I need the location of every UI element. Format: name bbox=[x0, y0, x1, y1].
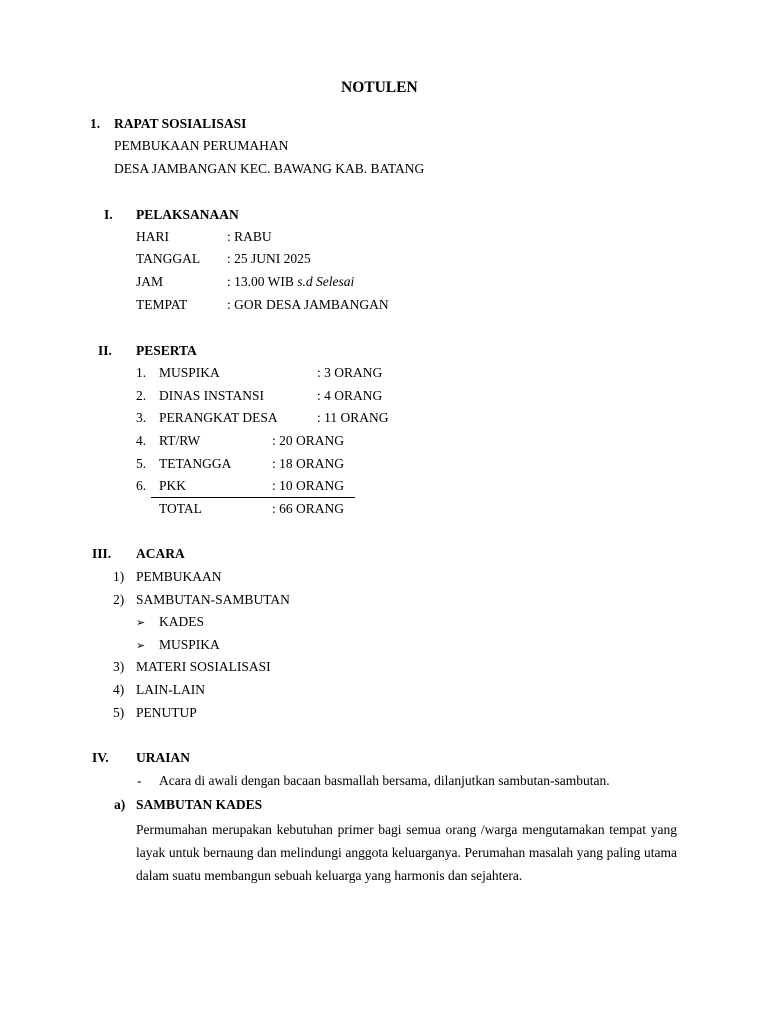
peserta-item-number: 4. bbox=[136, 433, 147, 448]
pelaksanaan-label: JAM bbox=[136, 274, 164, 289]
sambutan-paragraph: Permumahan merupakan kebutuhan primer bagi semua orang /warga mengutamakan tempat yang layak untuk bernaung dan melindungi anggota keluarganya. Perumahan masalah yang paling utama dalam suatu membangun sebuah keluarga yang harmonis dan sejahtera. bbox=[136, 822, 677, 883]
peserta-total-label: TOTAL bbox=[159, 501, 202, 516]
peserta-item-number: 5. bbox=[136, 456, 147, 471]
pelaksanaan-label: HARI bbox=[136, 229, 169, 244]
acara-item-number: 3) bbox=[113, 659, 125, 674]
acara-number: III. bbox=[92, 546, 112, 561]
uraian-heading: URAIAN bbox=[136, 750, 190, 765]
pelaksanaan-value: : 25 JUNI 2025 bbox=[227, 251, 311, 266]
peserta-item-name: PERANGKAT DESA bbox=[159, 410, 278, 425]
pelaksanaan-heading: PELAKSANAAN bbox=[136, 207, 239, 222]
time-value: : 13.00 WIB bbox=[227, 274, 294, 289]
peserta-heading: PESERTA bbox=[136, 343, 197, 358]
acara-item-number: 4) bbox=[113, 682, 125, 697]
uraian-sub-heading: SAMBUTAN KADES bbox=[136, 797, 263, 812]
peserta-item-value: : 3 ORANG bbox=[317, 365, 383, 380]
peserta-item-value: : 4 ORANG bbox=[317, 388, 383, 403]
acara-item-label: PEMBUKAAN bbox=[136, 569, 222, 584]
uraian-number: IV. bbox=[92, 750, 109, 765]
acara-subitem: KADES bbox=[159, 614, 205, 629]
acara-item-number: 2) bbox=[113, 592, 125, 607]
uraian-sub-number: a) bbox=[114, 797, 126, 812]
arrow-bullet-icon: ➢ bbox=[136, 616, 146, 629]
peserta-item-number: 1. bbox=[136, 365, 147, 380]
peserta-item-number: 6. bbox=[136, 478, 147, 493]
peserta-item-name: RT/RW bbox=[159, 433, 201, 448]
document-title: NOTULEN bbox=[341, 79, 418, 96]
peserta-number: II. bbox=[98, 343, 112, 358]
acara-subitem: MUSPIKA bbox=[159, 637, 220, 652]
pelaksanaan-label: TANGGAL bbox=[136, 251, 201, 266]
pelaksanaan-label: TEMPAT bbox=[136, 297, 188, 312]
pelaksanaan-value: : RABU bbox=[227, 229, 272, 244]
pelaksanaan-value-time bbox=[227, 275, 354, 289]
acara-item-label: MATERI SOSIALISASI bbox=[136, 659, 271, 674]
section1-number: 1. bbox=[90, 116, 101, 131]
acara-item-label: PENUTUP bbox=[136, 705, 197, 720]
peserta-item-name: DINAS INSTANSI bbox=[159, 388, 265, 403]
peserta-item-number: 2. bbox=[136, 388, 147, 403]
acara-item-number: 1) bbox=[113, 569, 125, 584]
peserta-item-value: : 20 ORANG bbox=[272, 433, 345, 448]
acara-item-number: 5) bbox=[113, 705, 125, 720]
dash-bullet: - bbox=[137, 773, 142, 788]
peserta-item-name: PKK bbox=[159, 478, 187, 493]
acara-item-label: SAMBUTAN-SAMBUTAN bbox=[136, 592, 290, 607]
acara-item-label: LAIN-LAIN bbox=[136, 682, 205, 697]
peserta-item-value: : 10 ORANG bbox=[272, 478, 345, 493]
peserta-item-number: 3. bbox=[136, 410, 147, 425]
peserta-item-name: TETANGGA bbox=[159, 456, 232, 471]
pelaksanaan-value: : GOR DESA JAMBANGAN bbox=[227, 297, 389, 312]
peserta-item-value: : 11 ORANG bbox=[317, 410, 389, 425]
total-divider bbox=[151, 497, 355, 498]
peserta-item-name: MUSPIKA bbox=[159, 365, 220, 380]
pelaksanaan-number: I. bbox=[104, 207, 113, 222]
section1-heading: RAPAT SOSIALISASI bbox=[114, 116, 247, 131]
peserta-total-value: : 66 ORANG bbox=[272, 501, 345, 516]
section1-location: DESA JAMBANGAN KEC. BAWANG KAB. BATANG bbox=[114, 161, 425, 176]
section1-subtitle: PEMBUKAAN PERUMAHAN bbox=[114, 138, 289, 153]
arrow-bullet-icon: ➢ bbox=[136, 639, 146, 652]
time-until: s.d Selesai bbox=[297, 274, 355, 289]
acara-heading: ACARA bbox=[136, 546, 185, 561]
uraian-intro: Acara di awali dengan bacaan basmallah bersama, dilanjutkan sambutan-sambutan. bbox=[159, 773, 610, 788]
peserta-item-value: : 18 ORANG bbox=[272, 456, 345, 471]
